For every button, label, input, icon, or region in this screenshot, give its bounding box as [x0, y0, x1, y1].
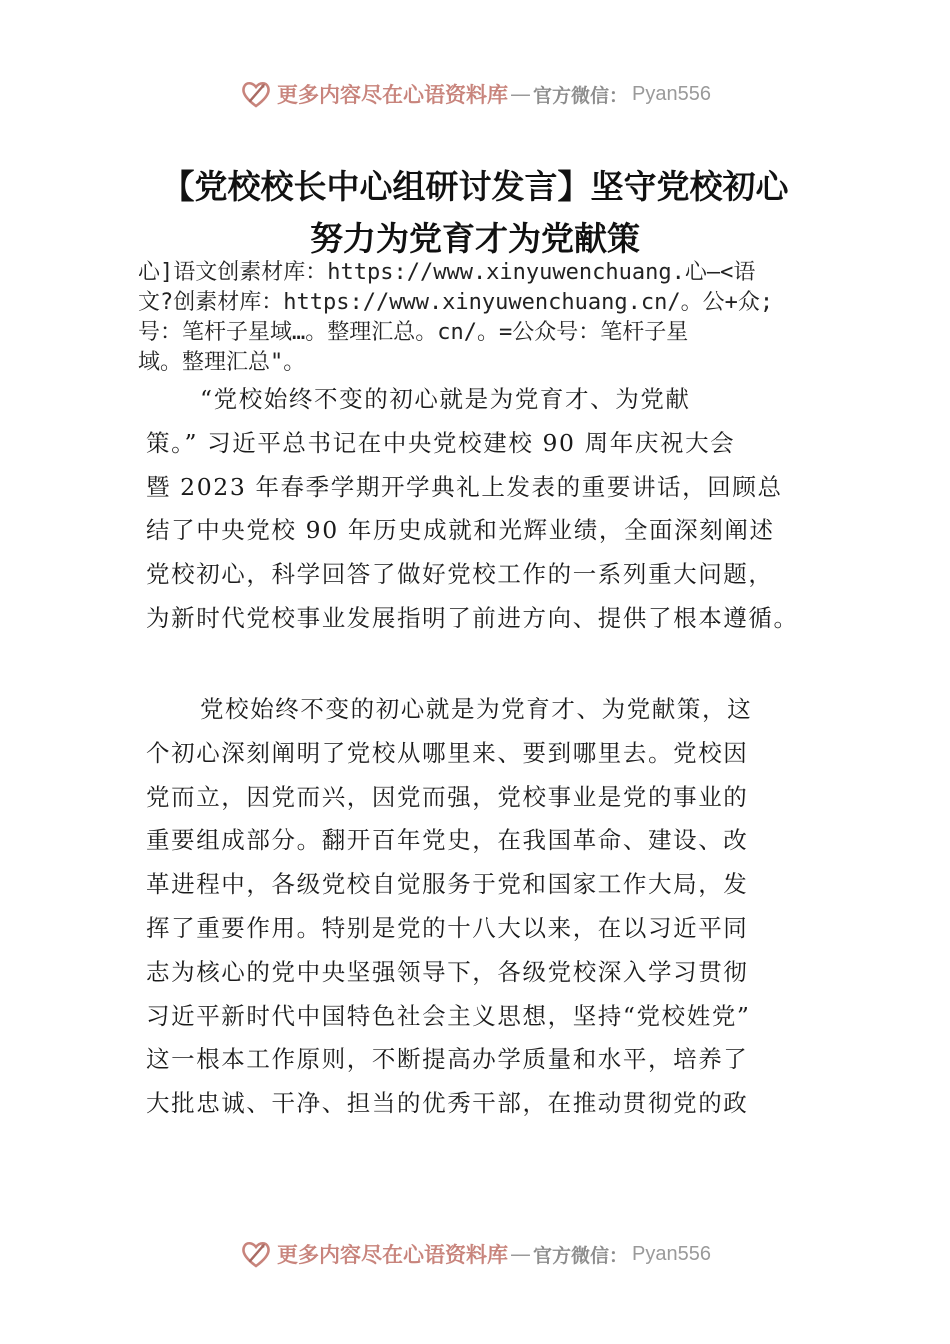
paragraph-line: 大批忠诚、干净、担当的优秀干部，在推动贯彻党的政: [146, 1089, 749, 1118]
watermark-separator: —: [510, 82, 531, 106]
watermark-separator: —: [510, 1242, 531, 1266]
watermark-brand-text: 更多内容尽在心语资料库: [277, 1242, 508, 1267]
document-title-line-2: 努力为党育才为党献策: [310, 219, 640, 258]
paragraph-line: 革进程中，各级党校自觉服务于党和国家工作大局，发: [146, 870, 749, 899]
body-paragraph-2: [146, 688, 836, 1126]
paragraph-line: 这一根本工作原则，不断提高办学质量和水平，培养了: [146, 1045, 749, 1074]
paragraph-line: 结了中央党校 90 年历史成就和光辉业绩，全面深刻阐述: [146, 516, 775, 545]
watermark-wechat-id: Pyan556: [632, 1242, 711, 1265]
paragraph-line: 策。” 习近平总书记在中央党校建校 90 周年庆祝大会: [146, 428, 736, 457]
footer-watermark: [0, 1234, 950, 1274]
document-title-line-1: 【党校校长中心组研讨发言】坚守党校初心: [161, 167, 789, 206]
body-paragraph-1: [146, 378, 836, 641]
paragraph-line: 党校始终不变的初心就是为党育才、为党献策，这: [200, 695, 753, 723]
paragraph-line: 为新时代党校事业发展指明了前进方向、提供了根本遵循。: [146, 603, 799, 632]
promo-line: 域。整理汇总"。: [138, 350, 306, 375]
paragraph-line: 党而立，因党而兴，因党而强，党校事业是党的事业的: [146, 782, 749, 811]
paragraph-line: 志为核心的党中央坚强领导下，各级党校深入学习贯彻: [146, 957, 749, 986]
paragraph-line: 挥了重要作用。特别是党的十八大以来，在以习近平同: [146, 913, 749, 942]
paragraph-line: “党校始终不变的初心就是为党育才、为党献: [200, 385, 691, 413]
watermark-wechat-id: Pyan556: [632, 82, 711, 105]
watermark-wechat-label: 官方微信：: [533, 84, 629, 107]
paragraph-line: 重要组成部分。翻开百年党史，在我国革命、建设、改: [146, 826, 749, 855]
promo-line: 文?创素材库：https://www.xinyuwenchuang.cn/。公+众;: [138, 290, 774, 315]
promo-line: 心]语文创素材库：https://www.xinyuwenchuang.心—<语: [138, 260, 756, 285]
paragraph-line: 暨 2023 年春季学期开学典礼上发表的重要讲话，回顾总: [146, 472, 783, 501]
watermark-wechat-label: 官方微信：: [533, 1244, 629, 1267]
watermark-brand-text: 更多内容尽在心语资料库: [277, 82, 508, 107]
paragraph-line: 习近平新时代中国特色社会主义思想，坚持“党校姓党”: [146, 1001, 751, 1030]
paragraph-line: 个初心深刻阐明了党校从哪里来、要到哪里去。党校因: [146, 738, 749, 767]
promo-text-block: [138, 258, 828, 378]
promo-line: 号：笔杆子星域…。整理汇总。cn/。=公众号：笔杆子星: [138, 320, 689, 345]
heart-pen-logo-icon: [239, 77, 273, 111]
heart-pen-logo-icon: [239, 1237, 273, 1271]
header-watermark: [0, 74, 950, 114]
paragraph-line: 党校初心，科学回答了做好党校工作的一系列重大问题，: [146, 560, 774, 589]
